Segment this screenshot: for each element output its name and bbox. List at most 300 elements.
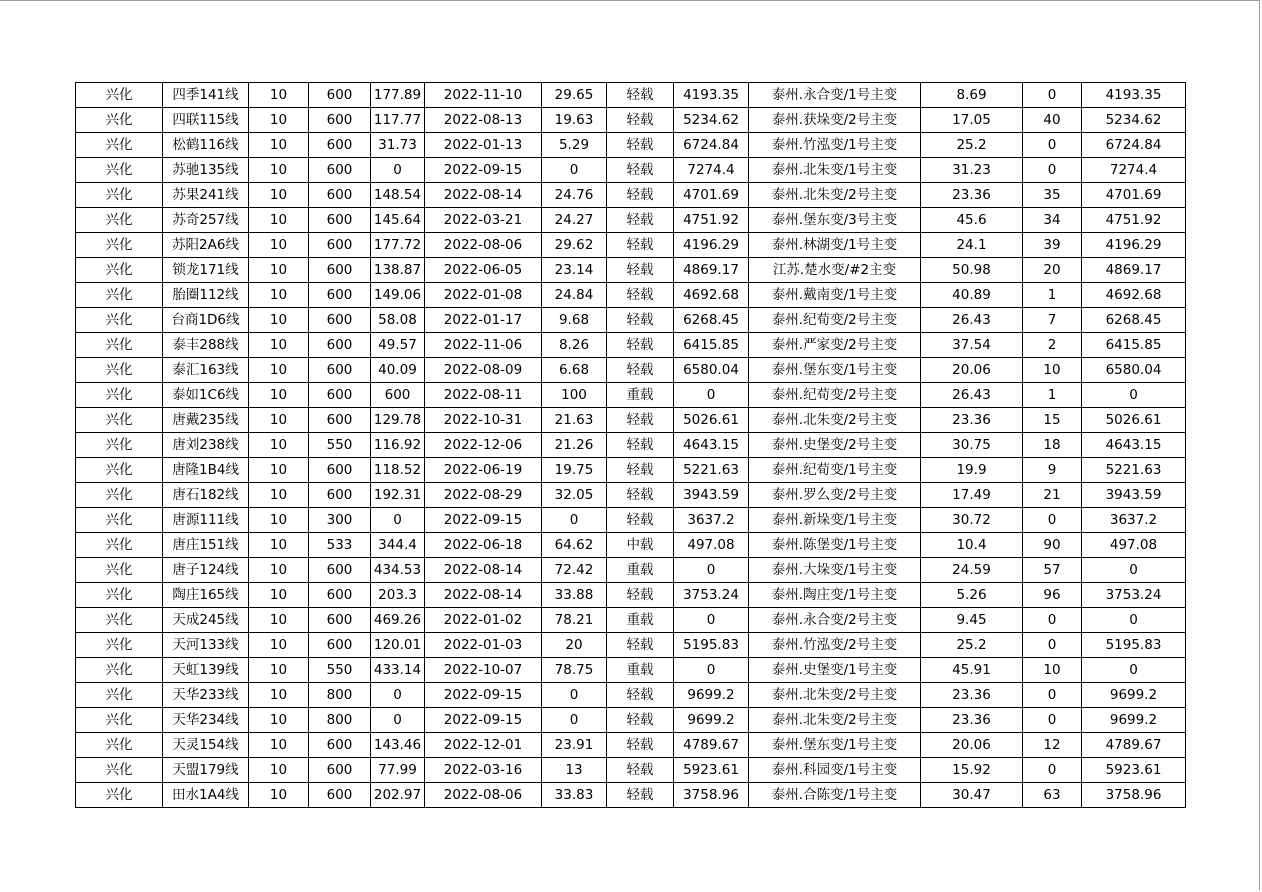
load-cell: 203.3 (371, 583, 425, 608)
capacity-cell: 600 (309, 133, 371, 158)
date-cell: 2022-08-13 (425, 108, 542, 133)
available-capacity-cell: 6580.04 (1082, 358, 1186, 383)
date-cell: 2022-08-06 (425, 233, 542, 258)
table-row (76, 133, 1186, 158)
region-cell: 兴化 (76, 508, 163, 533)
voltage-cell: 10 (249, 608, 309, 633)
load-rate-cell: 72.42 (542, 558, 607, 583)
line-name-cell: 四季141线 (163, 83, 249, 108)
line-name-cell: 唐源111线 (163, 508, 249, 533)
count-cell: 0 (1023, 708, 1082, 733)
load-rate-cell: 19.75 (542, 458, 607, 483)
feeder-load-table (75, 82, 1186, 808)
spare-capacity-cell: 6415.85 (674, 333, 749, 358)
load-cell: 129.78 (371, 408, 425, 433)
capacity-cell: 600 (309, 583, 371, 608)
voltage-cell: 10 (249, 433, 309, 458)
line-name-cell: 陶庄165线 (163, 583, 249, 608)
table-row (76, 658, 1186, 683)
line-name-cell: 天河133线 (163, 633, 249, 658)
load-rate-cell: 8.26 (542, 333, 607, 358)
table-row (76, 458, 1186, 483)
capacity-cell: 600 (309, 783, 371, 808)
load-rate-cell: 23.91 (542, 733, 607, 758)
load-status-cell: 轻载 (607, 708, 674, 733)
voltage-cell: 10 (249, 708, 309, 733)
count-cell: 39 (1023, 233, 1082, 258)
available-capacity-cell: 9699.2 (1082, 708, 1186, 733)
region-cell: 兴化 (76, 208, 163, 233)
transformer-cell: 泰州.纪荀变/2号主变 (749, 383, 921, 408)
count-cell: 9 (1023, 458, 1082, 483)
line-name-cell: 唐子124线 (163, 558, 249, 583)
load-rate-cell: 0 (542, 683, 607, 708)
load-rate-cell: 9.68 (542, 308, 607, 333)
voltage-cell: 10 (249, 583, 309, 608)
date-cell: 2022-09-15 (425, 508, 542, 533)
load-rate-cell: 0 (542, 158, 607, 183)
date-cell: 2022-01-08 (425, 283, 542, 308)
spare-capacity-cell: 0 (674, 558, 749, 583)
spare-capacity-cell: 9699.2 (674, 708, 749, 733)
table-row (76, 733, 1186, 758)
load-cell: 143.46 (371, 733, 425, 758)
voltage-cell: 10 (249, 533, 309, 558)
load-status-cell: 轻载 (607, 508, 674, 533)
region-cell: 兴化 (76, 608, 163, 633)
transformer-cell: 泰州.北朱变/2号主变 (749, 683, 921, 708)
date-cell: 2022-12-01 (425, 733, 542, 758)
available-capacity-cell: 497.08 (1082, 533, 1186, 558)
voltage-cell: 10 (249, 483, 309, 508)
transformer-load-rate-cell: 8.69 (921, 83, 1023, 108)
capacity-cell: 600 (309, 633, 371, 658)
capacity-cell: 600 (309, 258, 371, 283)
spare-capacity-cell: 9699.2 (674, 683, 749, 708)
capacity-cell: 300 (309, 508, 371, 533)
load-status-cell: 重载 (607, 608, 674, 633)
load-status-cell: 轻载 (607, 333, 674, 358)
spare-capacity-cell: 5026.61 (674, 408, 749, 433)
date-cell: 2022-11-10 (425, 83, 542, 108)
load-rate-cell: 78.21 (542, 608, 607, 633)
date-cell: 2022-10-07 (425, 658, 542, 683)
spare-capacity-cell: 3637.2 (674, 508, 749, 533)
transformer-cell: 泰州.北朱变/2号主变 (749, 708, 921, 733)
transformer-cell: 泰州.北朱变/2号主变 (749, 183, 921, 208)
transformer-cell: 泰州.北朱变/2号主变 (749, 408, 921, 433)
date-cell: 2022-09-15 (425, 158, 542, 183)
count-cell: 20 (1023, 258, 1082, 283)
date-cell: 2022-08-09 (425, 358, 542, 383)
available-capacity-cell: 6268.45 (1082, 308, 1186, 333)
load-cell: 0 (371, 508, 425, 533)
spare-capacity-cell: 5234.62 (674, 108, 749, 133)
capacity-cell: 600 (309, 233, 371, 258)
count-cell: 18 (1023, 433, 1082, 458)
voltage-cell: 10 (249, 683, 309, 708)
voltage-cell: 10 (249, 658, 309, 683)
load-status-cell: 轻载 (607, 258, 674, 283)
line-name-cell: 泰如1C6线 (163, 383, 249, 408)
capacity-cell: 533 (309, 533, 371, 558)
transformer-load-rate-cell: 45.6 (921, 208, 1023, 233)
table-row (76, 558, 1186, 583)
load-rate-cell: 100 (542, 383, 607, 408)
count-cell: 0 (1023, 133, 1082, 158)
date-cell: 2022-09-15 (425, 708, 542, 733)
voltage-cell: 10 (249, 208, 309, 233)
capacity-cell: 600 (309, 208, 371, 233)
transformer-load-rate-cell: 24.1 (921, 233, 1023, 258)
load-rate-cell: 6.68 (542, 358, 607, 383)
load-rate-cell: 23.14 (542, 258, 607, 283)
available-capacity-cell: 3753.24 (1082, 583, 1186, 608)
spare-capacity-cell: 6580.04 (674, 358, 749, 383)
date-cell: 2022-03-21 (425, 208, 542, 233)
capacity-cell: 600 (309, 383, 371, 408)
table-row (76, 258, 1186, 283)
line-name-cell: 松鹤116线 (163, 133, 249, 158)
count-cell: 57 (1023, 558, 1082, 583)
load-rate-cell: 19.63 (542, 108, 607, 133)
transformer-cell: 泰州.史堡变/1号主变 (749, 658, 921, 683)
capacity-cell: 550 (309, 433, 371, 458)
line-name-cell: 胎圈112线 (163, 283, 249, 308)
table-row (76, 283, 1186, 308)
transformer-cell: 泰州.纪荀变/1号主变 (749, 458, 921, 483)
load-rate-cell: 32.05 (542, 483, 607, 508)
available-capacity-cell: 6415.85 (1082, 333, 1186, 358)
transformer-load-rate-cell: 15.92 (921, 758, 1023, 783)
available-capacity-cell: 9699.2 (1082, 683, 1186, 708)
region-cell: 兴化 (76, 658, 163, 683)
table-row (76, 308, 1186, 333)
transformer-cell: 泰州.陶庄变/1号主变 (749, 583, 921, 608)
date-cell: 2022-08-06 (425, 783, 542, 808)
line-name-cell: 唐戴235线 (163, 408, 249, 433)
load-cell: 192.31 (371, 483, 425, 508)
transformer-load-rate-cell: 23.36 (921, 708, 1023, 733)
date-cell: 2022-06-18 (425, 533, 542, 558)
table-row (76, 508, 1186, 533)
region-cell: 兴化 (76, 133, 163, 158)
capacity-cell: 800 (309, 708, 371, 733)
transformer-cell: 泰州.北朱变/1号主变 (749, 158, 921, 183)
transformer-cell: 泰州.陈堡变/1号主变 (749, 533, 921, 558)
load-rate-cell: 0 (542, 508, 607, 533)
region-cell: 兴化 (76, 283, 163, 308)
spare-capacity-cell: 4193.35 (674, 83, 749, 108)
voltage-cell: 10 (249, 258, 309, 283)
voltage-cell: 10 (249, 508, 309, 533)
region-cell: 兴化 (76, 183, 163, 208)
load-rate-cell: 24.76 (542, 183, 607, 208)
region-cell: 兴化 (76, 108, 163, 133)
capacity-cell: 800 (309, 683, 371, 708)
voltage-cell: 10 (249, 458, 309, 483)
region-cell: 兴化 (76, 158, 163, 183)
spare-capacity-cell: 0 (674, 658, 749, 683)
count-cell: 10 (1023, 358, 1082, 383)
load-rate-cell: 13 (542, 758, 607, 783)
spare-capacity-cell: 0 (674, 383, 749, 408)
transformer-load-rate-cell: 37.54 (921, 333, 1023, 358)
spare-capacity-cell: 5221.63 (674, 458, 749, 483)
load-cell: 148.54 (371, 183, 425, 208)
voltage-cell: 10 (249, 133, 309, 158)
region-cell: 兴化 (76, 758, 163, 783)
capacity-cell: 600 (309, 108, 371, 133)
region-cell: 兴化 (76, 533, 163, 558)
available-capacity-cell: 0 (1082, 658, 1186, 683)
date-cell: 2022-01-02 (425, 608, 542, 633)
voltage-cell: 10 (249, 158, 309, 183)
load-cell: 433.14 (371, 658, 425, 683)
capacity-cell: 600 (309, 358, 371, 383)
load-status-cell: 轻载 (607, 308, 674, 333)
date-cell: 2022-09-15 (425, 683, 542, 708)
transformer-load-rate-cell: 31.23 (921, 158, 1023, 183)
spare-capacity-cell: 6724.84 (674, 133, 749, 158)
capacity-cell: 550 (309, 658, 371, 683)
voltage-cell: 10 (249, 733, 309, 758)
count-cell: 0 (1023, 683, 1082, 708)
transformer-cell: 泰州.大垛变/1号主变 (749, 558, 921, 583)
voltage-cell: 10 (249, 408, 309, 433)
line-name-cell: 苏驰135线 (163, 158, 249, 183)
load-rate-cell: 21.63 (542, 408, 607, 433)
region-cell: 兴化 (76, 733, 163, 758)
date-cell: 2022-06-05 (425, 258, 542, 283)
voltage-cell: 10 (249, 308, 309, 333)
table-row (76, 83, 1186, 108)
count-cell: 63 (1023, 783, 1082, 808)
load-rate-cell: 21.26 (542, 433, 607, 458)
transformer-load-rate-cell: 45.91 (921, 658, 1023, 683)
spare-capacity-cell: 4692.68 (674, 283, 749, 308)
transformer-cell: 泰州.严家变/2号主变 (749, 333, 921, 358)
load-status-cell: 轻载 (607, 358, 674, 383)
region-cell: 兴化 (76, 83, 163, 108)
load-status-cell: 轻载 (607, 133, 674, 158)
region-cell: 兴化 (76, 233, 163, 258)
load-status-cell: 轻载 (607, 283, 674, 308)
spare-capacity-cell: 4789.67 (674, 733, 749, 758)
available-capacity-cell: 0 (1082, 383, 1186, 408)
region-cell: 兴化 (76, 558, 163, 583)
capacity-cell: 600 (309, 458, 371, 483)
line-name-cell: 苏阳2A6线 (163, 233, 249, 258)
transformer-cell: 泰州.合陈变/1号主变 (749, 783, 921, 808)
transformer-load-rate-cell: 23.36 (921, 408, 1023, 433)
available-capacity-cell: 3637.2 (1082, 508, 1186, 533)
region-cell: 兴化 (76, 383, 163, 408)
spare-capacity-cell: 3758.96 (674, 783, 749, 808)
load-rate-cell: 24.27 (542, 208, 607, 233)
capacity-cell: 600 (309, 558, 371, 583)
table-row (76, 408, 1186, 433)
transformer-load-rate-cell: 5.26 (921, 583, 1023, 608)
transformer-load-rate-cell: 19.9 (921, 458, 1023, 483)
count-cell: 0 (1023, 758, 1082, 783)
capacity-cell: 600 (309, 483, 371, 508)
load-status-cell: 重载 (607, 658, 674, 683)
capacity-cell: 600 (309, 733, 371, 758)
transformer-load-rate-cell: 17.05 (921, 108, 1023, 133)
voltage-cell: 10 (249, 633, 309, 658)
load-rate-cell: 20 (542, 633, 607, 658)
table-row (76, 358, 1186, 383)
capacity-cell: 600 (309, 408, 371, 433)
table-row (76, 108, 1186, 133)
line-name-cell: 唐隆1B4线 (163, 458, 249, 483)
load-status-cell: 轻载 (607, 108, 674, 133)
available-capacity-cell: 4193.35 (1082, 83, 1186, 108)
line-name-cell: 泰丰288线 (163, 333, 249, 358)
table-row (76, 483, 1186, 508)
load-rate-cell: 24.84 (542, 283, 607, 308)
transformer-load-rate-cell: 9.45 (921, 608, 1023, 633)
spare-capacity-cell: 5923.61 (674, 758, 749, 783)
date-cell: 2022-06-19 (425, 458, 542, 483)
load-status-cell: 轻载 (607, 683, 674, 708)
region-cell: 兴化 (76, 483, 163, 508)
transformer-load-rate-cell: 50.98 (921, 258, 1023, 283)
spare-capacity-cell: 497.08 (674, 533, 749, 558)
load-cell: 145.64 (371, 208, 425, 233)
table-row (76, 783, 1186, 808)
voltage-cell: 10 (249, 233, 309, 258)
table-row (76, 533, 1186, 558)
count-cell: 0 (1023, 633, 1082, 658)
table-row (76, 233, 1186, 258)
transformer-cell: 泰州.林湖变/1号主变 (749, 233, 921, 258)
date-cell: 2022-08-14 (425, 183, 542, 208)
transformer-load-rate-cell: 24.59 (921, 558, 1023, 583)
load-rate-cell: 78.75 (542, 658, 607, 683)
load-rate-cell: 29.62 (542, 233, 607, 258)
table-row (76, 433, 1186, 458)
count-cell: 1 (1023, 283, 1082, 308)
spare-capacity-cell: 3753.24 (674, 583, 749, 608)
line-name-cell: 天盟179线 (163, 758, 249, 783)
load-status-cell: 轻载 (607, 733, 674, 758)
table-row (76, 633, 1186, 658)
count-cell: 34 (1023, 208, 1082, 233)
available-capacity-cell: 5221.63 (1082, 458, 1186, 483)
count-cell: 15 (1023, 408, 1082, 433)
table-row (76, 608, 1186, 633)
spare-capacity-cell: 4701.69 (674, 183, 749, 208)
transformer-load-rate-cell: 25.2 (921, 133, 1023, 158)
load-status-cell: 轻载 (607, 458, 674, 483)
load-rate-cell: 5.29 (542, 133, 607, 158)
voltage-cell: 10 (249, 383, 309, 408)
available-capacity-cell: 4196.29 (1082, 233, 1186, 258)
transformer-load-rate-cell: 17.49 (921, 483, 1023, 508)
date-cell: 2022-11-06 (425, 333, 542, 358)
load-cell: 58.08 (371, 308, 425, 333)
transformer-cell: 泰州.永合变/2号主变 (749, 608, 921, 633)
available-capacity-cell: 5234.62 (1082, 108, 1186, 133)
voltage-cell: 10 (249, 183, 309, 208)
line-name-cell: 四联115线 (163, 108, 249, 133)
transformer-load-rate-cell: 30.75 (921, 433, 1023, 458)
line-name-cell: 台商1D6线 (163, 308, 249, 333)
transformer-load-rate-cell: 26.43 (921, 383, 1023, 408)
line-name-cell: 唐刘238线 (163, 433, 249, 458)
count-cell: 0 (1023, 158, 1082, 183)
load-cell: 0 (371, 708, 425, 733)
date-cell: 2022-12-06 (425, 433, 542, 458)
count-cell: 0 (1023, 608, 1082, 633)
load-status-cell: 轻载 (607, 633, 674, 658)
capacity-cell: 600 (309, 608, 371, 633)
line-name-cell: 天成245线 (163, 608, 249, 633)
date-cell: 2022-10-31 (425, 408, 542, 433)
count-cell: 0 (1023, 83, 1082, 108)
capacity-cell: 600 (309, 333, 371, 358)
load-status-cell: 轻载 (607, 758, 674, 783)
table-row (76, 333, 1186, 358)
transformer-cell: 泰州.竹泓变/1号主变 (749, 133, 921, 158)
table-row (76, 758, 1186, 783)
load-status-cell: 轻载 (607, 158, 674, 183)
transformer-load-rate-cell: 40.89 (921, 283, 1023, 308)
table-row (76, 683, 1186, 708)
available-capacity-cell: 0 (1082, 608, 1186, 633)
transformer-cell: 江苏.楚水变/#2主变 (749, 258, 921, 283)
line-name-cell: 天华234线 (163, 708, 249, 733)
count-cell: 0 (1023, 508, 1082, 533)
load-cell: 600 (371, 383, 425, 408)
line-name-cell: 锁龙171线 (163, 258, 249, 283)
region-cell: 兴化 (76, 358, 163, 383)
date-cell: 2022-01-17 (425, 308, 542, 333)
available-capacity-cell: 4869.17 (1082, 258, 1186, 283)
table-body (76, 83, 1186, 808)
count-cell: 40 (1023, 108, 1082, 133)
table-row (76, 708, 1186, 733)
transformer-cell: 泰州.史堡变/2号主变 (749, 433, 921, 458)
transformer-load-rate-cell: 23.36 (921, 183, 1023, 208)
load-cell: 202.97 (371, 783, 425, 808)
table-row (76, 183, 1186, 208)
count-cell: 10 (1023, 658, 1082, 683)
spare-capacity-cell: 4643.15 (674, 433, 749, 458)
transformer-cell: 泰州.获垛变/2号主变 (749, 108, 921, 133)
line-name-cell: 泰汇163线 (163, 358, 249, 383)
region-cell: 兴化 (76, 683, 163, 708)
capacity-cell: 600 (309, 183, 371, 208)
capacity-cell: 600 (309, 283, 371, 308)
load-cell: 49.57 (371, 333, 425, 358)
transformer-cell: 泰州.新垛变/1号主变 (749, 508, 921, 533)
load-cell: 0 (371, 683, 425, 708)
line-name-cell: 天灵154线 (163, 733, 249, 758)
available-capacity-cell: 0 (1082, 558, 1186, 583)
load-cell: 0 (371, 158, 425, 183)
transformer-cell: 泰州.堡东变/3号主变 (749, 208, 921, 233)
voltage-cell: 10 (249, 83, 309, 108)
load-status-cell: 重载 (607, 558, 674, 583)
line-name-cell: 天虹139线 (163, 658, 249, 683)
transformer-load-rate-cell: 20.06 (921, 733, 1023, 758)
count-cell: 1 (1023, 383, 1082, 408)
date-cell: 2022-08-29 (425, 483, 542, 508)
load-cell: 40.09 (371, 358, 425, 383)
